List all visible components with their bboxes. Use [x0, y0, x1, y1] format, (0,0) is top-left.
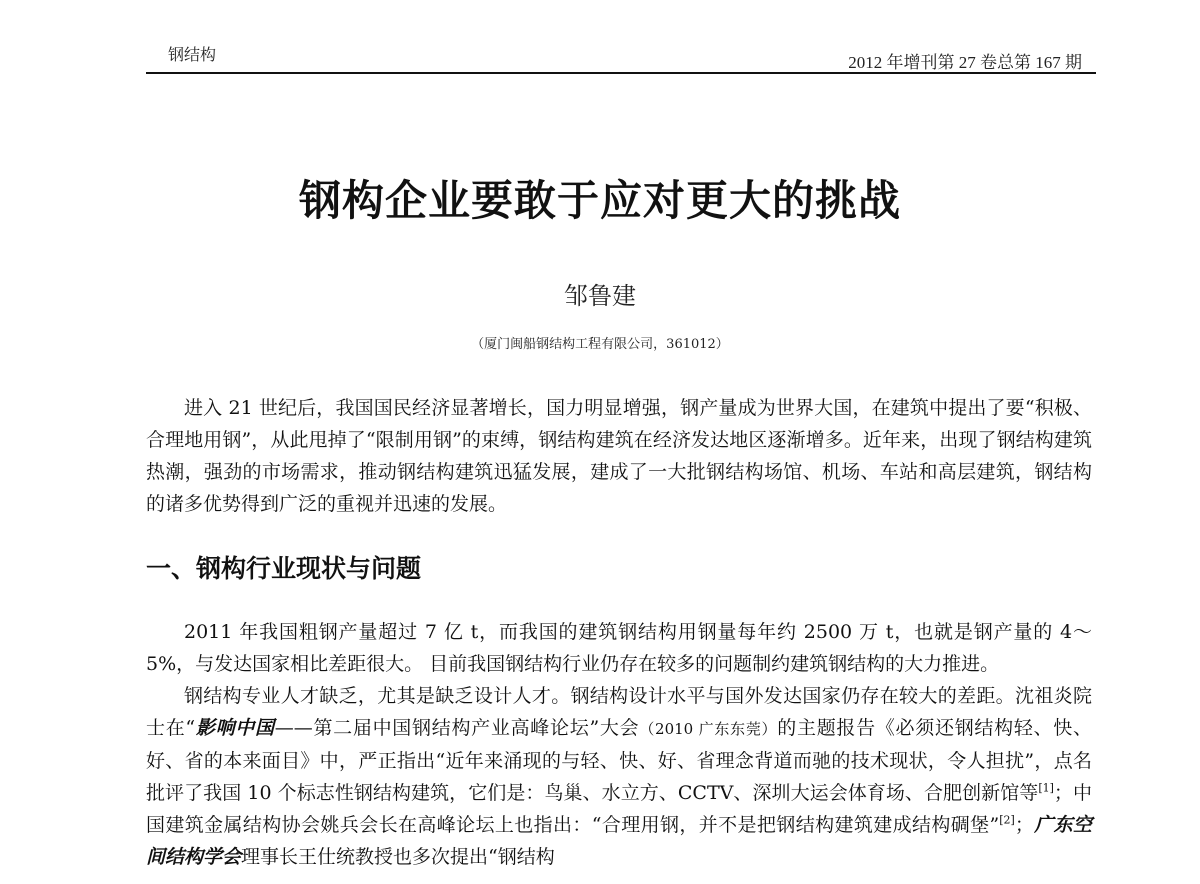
- article-author: 邹鲁建: [564, 282, 636, 310]
- para3-text-6: 理事长王仕统教授也多次提出“钢结构: [241, 846, 555, 868]
- para3-text-2: ——第二届中国钢结构产业高峰论坛”大会: [274, 717, 640, 739]
- body-paragraph-2: [146, 680, 1092, 873]
- intro-paragraph: 进入 21 世纪后，我国国民经济显著增长，国力明显增强，钢产量成为世界大国，在建筑中提出了要“积极、合理地用钢”，从此甩掉了“限制用钢”的束缚，钢结构建筑在经济发达地区逐渐增多。近年来，出现了钢结构建筑热潮，强劲的市场需求，推动钢结构建筑迅猛发展，建成了一大批钢结构场馆、机场、车站和高层建筑，钢结构的诸多优势得到广泛的重视并迅速的发展。: [146, 397, 1092, 515]
- intro-block: [146, 392, 1092, 520]
- journal-name: 钢结构: [168, 45, 217, 64]
- section-body: [146, 616, 1092, 873]
- issue-info: 2012 年增刊第 27 卷总第 167 期: [848, 53, 1082, 72]
- para3-text-4: ；中国建筑金属结构协会姚兵会长在高峰论坛上也指出：“合理用钢，并不是把钢结构建筑建成结构碉堡”: [146, 782, 1092, 836]
- author-affiliation: （厦门闽船钢结构工程有限公司，361012）: [471, 337, 729, 352]
- body-paragraph-1: 2011 年我国粗钢产量超过 7 亿 t，而我国的建筑钢结构用钢量每年约 2500 万 t，也就是钢产量的 4～5%，与发达国家相比差距很大。 目前我国钢结构行业仍存在较多的问题制约建筑钢结构的大力推进。: [146, 621, 1092, 675]
- forum-venue-note: （2010 广东东莞）: [639, 720, 778, 738]
- citation-ref-2: [2]: [999, 813, 1015, 827]
- para3-text-3: 的主题报告《必须还钢结构轻、快、好、省的本来面目》中，严正指出“近年来涌现的与轻、快、好、省理念背道而驰的技术现状，令人担扰”，点名批评了我国 10 个标志性钢结构建筑，它们是：鸟巢、水立方、CCTV、深圳大运会体育场、合肥创新馆等: [146, 717, 1092, 804]
- society-name-emphasis: 广东空间结构学会: [146, 814, 1092, 868]
- para3-text-1: 钢结构专业人才缺乏，尤其是缺乏设计人才。钢结构设计水平与国外发达国家仍存在较大的差距。沈祖炎院士在“: [146, 685, 1092, 739]
- citation-ref-1: [1]: [1038, 781, 1054, 795]
- article-title: 钢构企业要敢于应对更大的挑战: [298, 176, 901, 225]
- forum-name-emphasis: 影响中国: [195, 717, 275, 739]
- section-heading: 一、钢构行业现状与问题: [146, 554, 422, 583]
- para3-text-5: ；: [1014, 814, 1034, 836]
- header-rule: [146, 72, 1096, 74]
